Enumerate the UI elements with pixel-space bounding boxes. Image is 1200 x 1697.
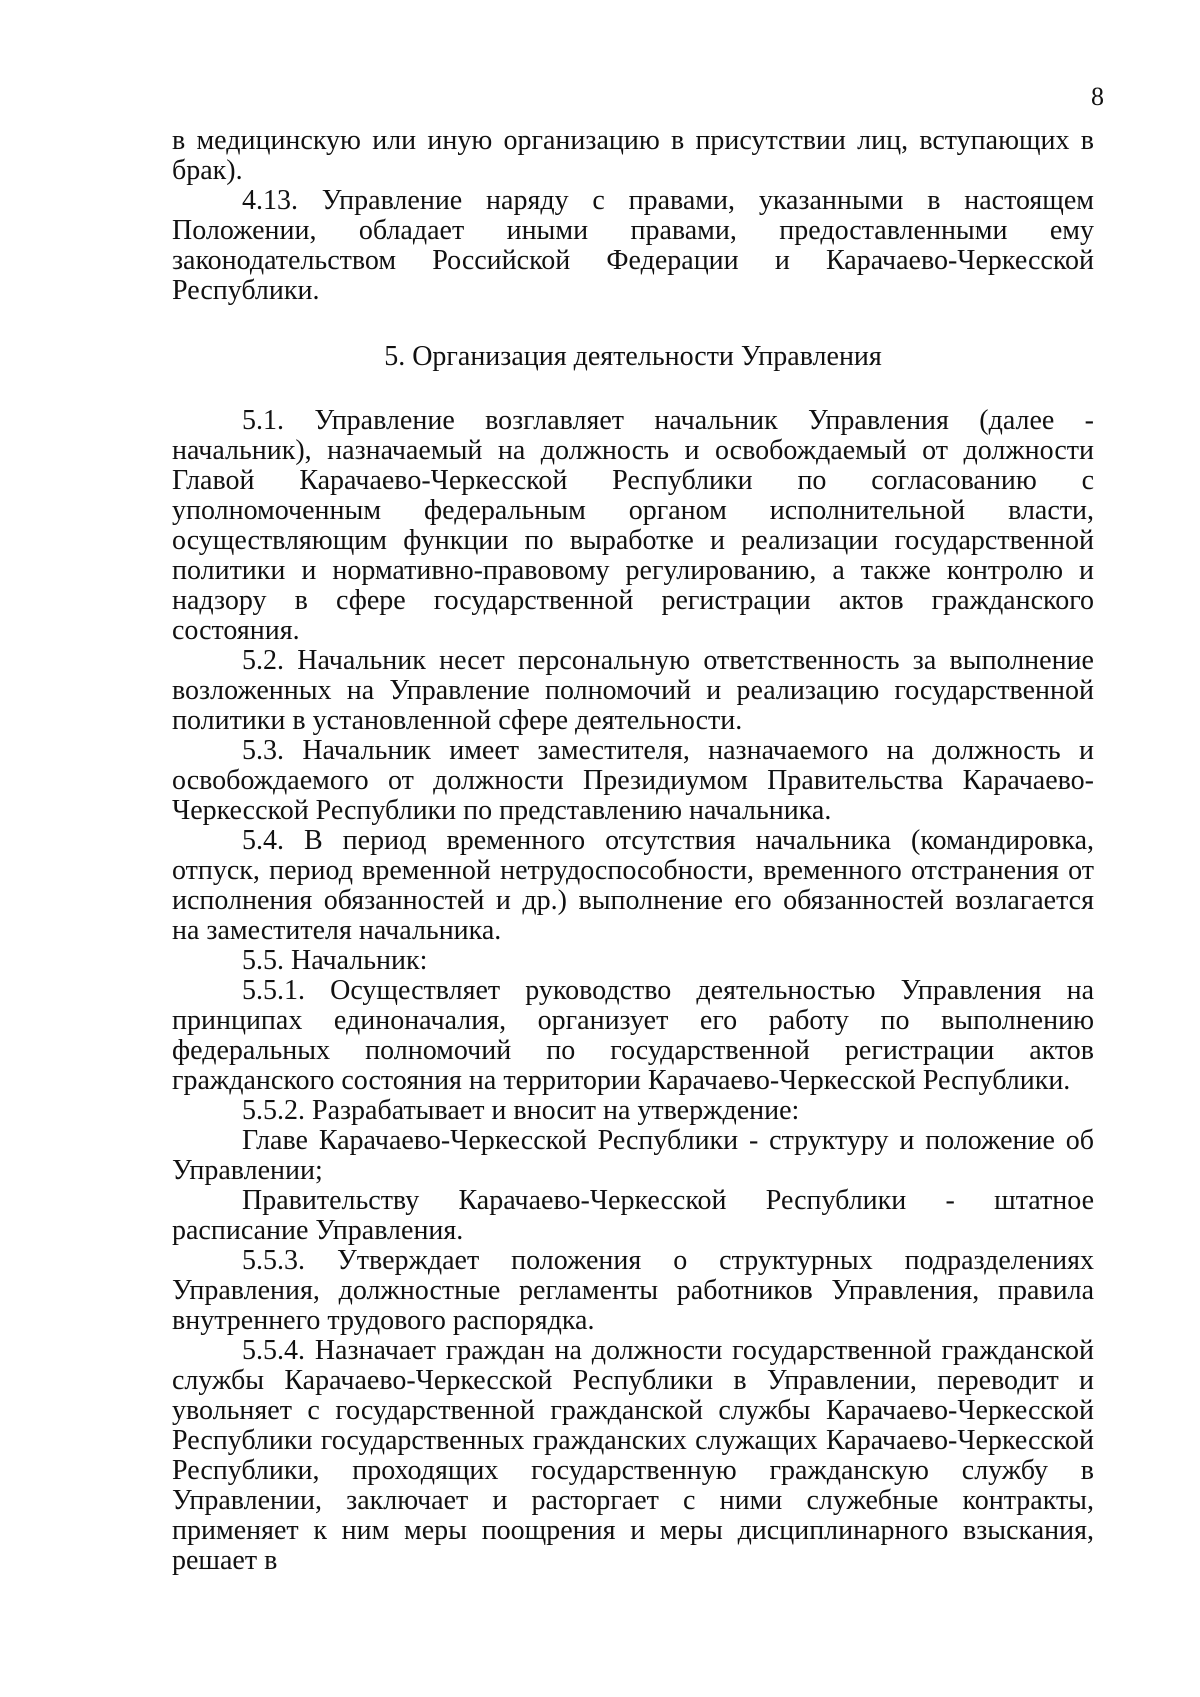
paragraph-continuation: в медицинскую или иную организацию в присутствии лиц, вступающих в брак). xyxy=(172,125,1094,186)
paragraph-5-5-2: 5.5.2. Разрабатывает и вносит на утверждение: xyxy=(242,1095,800,1126)
paragraph-5-4: 5.4. В период временного отсутствия начальника (командировка, отпуск, период временной нетрудоспособности, временного отстранения от исполнения обязанностей и др.) выполнение его обязанностей возлагается на заместителя начальника. xyxy=(172,825,1094,946)
paragraph-5-5-1: 5.5.1. Осуществляет руководство деятельностью Управления на принципах единоначалия, организует его работу по выполнению федеральных полномочий по государственной регистрации актов гражданского состояния на территории Карачаево-Черкесской Республики. xyxy=(172,975,1094,1096)
paragraph-5-1: 5.1. Управление возглавляет начальник Управления (далее - начальник), назначаемый на должность и освобождаемый от должности Главой Карачаево-Черкесской Республики по согласованию с уполномоченным федеральным органом исполнительной власти, осуществляющим функции по выработке и реализации государственной политики и нормативно-правовому регулированию, а также контролю и надзору в сфере государственной регистрации актов гражданского состояния. xyxy=(172,405,1094,646)
page-number: 8 xyxy=(1091,82,1104,111)
paragraph-5-5-2-government: Правительству Карачаево-Черкесской Республики - штатное расписание Управления. xyxy=(172,1185,1094,1246)
paragraph-5-5-4: 5.5.4. Назначает граждан на должности государственной гражданской службы Карачаево-Черкесской Республики в Управлении, переводит и увольняет с государственной гражданской службы Карачаево-Черкесской Республики государственных гражданских служащих Карачаево-Черкесской Республики, проходящих государственную гражданскую службу в Управлении, заключает и расторгает с ними служебные контракты, применяет к ним меры поощрения и меры дисциплинарного взыскания, решает в xyxy=(172,1335,1094,1576)
paragraph-5-5-3: 5.5.3. Утверждает положения о структурных подразделениях Управления, должностные регламенты работников Управления, правила внутреннего трудового распорядка. xyxy=(172,1245,1094,1336)
paragraph-5-2: 5.2. Начальник несет персональную ответственность за выполнение возложенных на Управление полномочий и реализацию государственной политики в установленной сфере деятельности. xyxy=(172,645,1094,736)
paragraph-5-5: 5.5. Начальник: xyxy=(242,945,428,976)
paragraph-5-5-2-head: Главе Карачаево-Черкесской Республики - структуру и положение об Управлении; xyxy=(172,1125,1094,1186)
paragraph-4-13: 4.13. Управление наряду с правами, указанными в настоящем Положении, обладает иными правами, предоставленными ему законодательством Российской Федерации и Карачаево-Черкесской Республики. xyxy=(172,185,1094,306)
paragraph-5-3: 5.3. Начальник имеет заместителя, назначаемого на должность и освобождаемого от должности Президиумом Правительства Карачаево-Черкесской Республики по представлению начальника. xyxy=(172,735,1094,826)
section-heading: 5. Организация деятельности Управления xyxy=(384,341,882,372)
document-body xyxy=(172,126,1094,1576)
